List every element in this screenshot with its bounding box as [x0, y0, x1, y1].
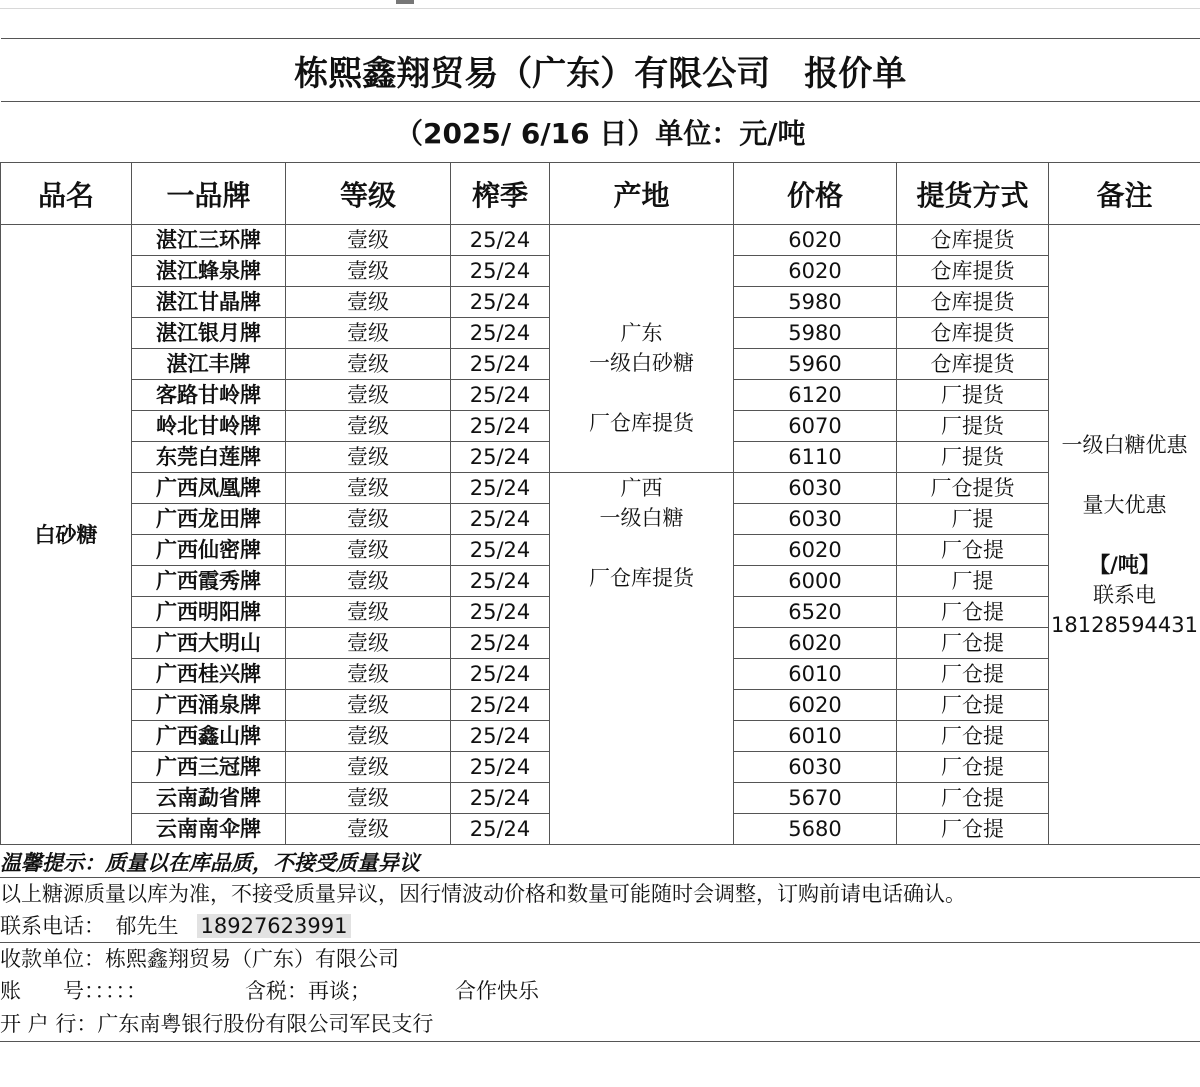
grade-cell: 壹级 [286, 473, 451, 504]
pickup-cell: 厂提货 [897, 411, 1049, 442]
season-cell: 25/24 [451, 442, 550, 473]
season-cell: 25/24 [451, 287, 550, 318]
price-cell: 6020 [734, 628, 897, 659]
grade-cell: 壹级 [286, 752, 451, 783]
pickup-cell: 厂仓提 [897, 783, 1049, 814]
table-row [1, 225, 1200, 256]
footer [0, 849, 1200, 1042]
grade-cell: 壹级 [286, 597, 451, 628]
pickup-cell: 厂提 [897, 504, 1049, 535]
season-cell: 25/24 [451, 814, 550, 845]
price-cell: 6020 [734, 256, 897, 287]
season-cell: 25/24 [451, 473, 550, 504]
price-cell: 5980 [734, 318, 897, 349]
contact-phone: 18927623991 [197, 914, 352, 938]
price-cell: 6020 [734, 535, 897, 566]
notes-line1: 一级白糖优惠 [1061, 432, 1188, 457]
pickup-cell: 厂仓提货 [897, 473, 1049, 504]
bank-line: 开 户 行：广东南粤银行股份有限公司军民支行 [0, 1007, 1200, 1042]
brand-cell: 广西霞秀牌 [132, 566, 286, 597]
price-cell: 6520 [734, 597, 897, 628]
notes-line5: 18128594431 [1051, 612, 1198, 637]
notes-line3: 【/吨】 [1089, 552, 1160, 577]
grade-cell: 壹级 [286, 225, 451, 256]
season-cell: 25/24 [451, 318, 550, 349]
table-row [1, 473, 1200, 504]
price-cell: 6110 [734, 442, 897, 473]
quote-sheet [0, 38, 1200, 845]
season-cell: 25/24 [451, 535, 550, 566]
brand-cell: 云南勐省牌 [132, 783, 286, 814]
top-mark [396, 0, 414, 4]
tax-text: 含税：再谈； [245, 979, 371, 1003]
grade-cell: 壹级 [286, 504, 451, 535]
grade-cell: 壹级 [286, 783, 451, 814]
price-cell: 6030 [734, 752, 897, 783]
brand-cell: 广西桂兴牌 [132, 659, 286, 690]
season-cell: 25/24 [451, 504, 550, 535]
table-header [1, 163, 1200, 225]
price-cell: 6010 [734, 659, 897, 690]
brand-cell: 湛江银月牌 [132, 318, 286, 349]
origin-gd-line3: 厂仓库提货 [589, 410, 694, 435]
product-name: 白砂糖 [1, 225, 132, 845]
price-cell: 6120 [734, 380, 897, 411]
price-cell: 6030 [734, 504, 897, 535]
season-cell: 25/24 [451, 690, 550, 721]
season-cell: 25/24 [451, 783, 550, 814]
season-cell: 25/24 [451, 566, 550, 597]
origin-guangdong [550, 225, 734, 473]
brand-cell: 广西三冠牌 [132, 752, 286, 783]
grade-cell: 壹级 [286, 659, 451, 690]
season-cell: 25/24 [451, 721, 550, 752]
brand-cell: 广西明阳牌 [132, 597, 286, 628]
notes-line4: 联系电 [1093, 582, 1156, 607]
origin-gx-line3: 厂仓库提货 [589, 566, 694, 590]
grade-cell: 壹级 [286, 256, 451, 287]
price-cell: 5960 [734, 349, 897, 380]
header-brand: 一品牌 [132, 163, 286, 225]
pickup-cell: 仓库提货 [897, 225, 1049, 256]
pickup-cell: 厂仓提 [897, 659, 1049, 690]
price-cell: 6010 [734, 721, 897, 752]
document-title: 栋熙鑫翔贸易（广东）有限公司 报价单 [1, 39, 1200, 102]
grade-cell: 壹级 [286, 566, 451, 597]
price-cell: 6030 [734, 473, 897, 504]
grade-cell: 壹级 [286, 442, 451, 473]
header-season: 榨季 [451, 163, 550, 225]
price-cell: 5980 [734, 287, 897, 318]
contact-line [0, 910, 1200, 943]
disclaimer-text: 以上糖源质量以库为准，不接受质量异议，因行情波动价格和数量可能随时会调整，订购前请电话确认。 [0, 882, 966, 906]
document-subtitle: （2025/ 6/16 日）单位：元/吨 [1, 102, 1200, 163]
pickup-cell: 厂仓提 [897, 752, 1049, 783]
contact-label: 联系电话： 郁先生 [0, 914, 179, 938]
brand-cell: 云南南伞牌 [132, 814, 286, 845]
brand-cell: 岭北甘岭牌 [132, 411, 286, 442]
notes-line2: 量大优惠 [1082, 492, 1167, 517]
origin-guangxi [550, 473, 734, 845]
season-cell: 25/24 [451, 380, 550, 411]
brand-cell: 湛江三环牌 [132, 225, 286, 256]
pickup-cell: 仓库提货 [897, 256, 1049, 287]
greeting-text: 合作快乐 [455, 979, 539, 1003]
price-cell: 6000 [734, 566, 897, 597]
brand-cell: 湛江蜂泉牌 [132, 256, 286, 287]
notes-cell [1049, 225, 1200, 845]
season-cell: 25/24 [451, 349, 550, 380]
brand-cell: 广西仙密牌 [132, 535, 286, 566]
price-cell: 6020 [734, 690, 897, 721]
origin-gd-line2: 一级白砂糖 [589, 350, 694, 375]
grade-cell: 壹级 [286, 318, 451, 349]
season-cell: 25/24 [451, 628, 550, 659]
season-cell: 25/24 [451, 256, 550, 287]
price-cell: 6020 [734, 225, 897, 256]
pickup-cell: 仓库提货 [897, 349, 1049, 380]
account-line [0, 975, 1200, 1007]
grade-cell: 壹级 [286, 814, 451, 845]
price-cell: 5670 [734, 783, 897, 814]
pickup-cell: 厂提货 [897, 442, 1049, 473]
brand-cell: 客路甘岭牌 [132, 380, 286, 411]
grade-cell: 壹级 [286, 721, 451, 752]
origin-gx-line2: 一级白糖 [599, 506, 684, 530]
warning-text: 温馨提示：质量以在库品质，不接受质量异议 [0, 849, 1200, 878]
quote-table [0, 38, 1200, 845]
grade-cell: 壹级 [286, 411, 451, 442]
grade-cell: 壹级 [286, 535, 451, 566]
pickup-cell: 厂仓提 [897, 690, 1049, 721]
header-pickup: 提货方式 [897, 163, 1049, 225]
pickup-cell: 厂仓提 [897, 628, 1049, 659]
price-cell: 5680 [734, 814, 897, 845]
grade-cell: 壹级 [286, 690, 451, 721]
pickup-cell: 厂仓提 [897, 535, 1049, 566]
brand-cell: 广西大明山 [132, 628, 286, 659]
grade-cell: 壹级 [286, 349, 451, 380]
origin-gx-line1: 广西 [620, 476, 663, 500]
grade-cell: 壹级 [286, 287, 451, 318]
pickup-cell: 厂提货 [897, 380, 1049, 411]
season-cell: 25/24 [451, 752, 550, 783]
brand-cell: 广西凤凰牌 [132, 473, 286, 504]
brand-cell: 东莞白莲牌 [132, 442, 286, 473]
header-grade: 等级 [286, 163, 451, 225]
header-notes: 备注 [1049, 163, 1200, 225]
pickup-cell: 仓库提货 [897, 318, 1049, 349]
price-cell: 6070 [734, 411, 897, 442]
pickup-cell: 厂提 [897, 566, 1049, 597]
grade-cell: 壹级 [286, 628, 451, 659]
brand-cell: 广西龙田牌 [132, 504, 286, 535]
brand-cell: 湛江甘晶牌 [132, 287, 286, 318]
payee-line: 收款单位：栋熙鑫翔贸易（广东）有限公司 [0, 947, 399, 971]
header-product: 品名 [1, 163, 132, 225]
origin-gd-line1: 广东 [620, 320, 663, 345]
brand-cell: 广西涌泉牌 [132, 690, 286, 721]
season-cell: 25/24 [451, 225, 550, 256]
account-label: 账 号：：：：： [0, 979, 147, 1003]
header-origin: 产地 [550, 163, 734, 225]
pickup-cell: 厂仓提 [897, 721, 1049, 752]
pickup-cell: 仓库提货 [897, 287, 1049, 318]
pickup-cell: 厂仓提 [897, 814, 1049, 845]
header-price: 价格 [734, 163, 897, 225]
season-cell: 25/24 [451, 659, 550, 690]
brand-cell: 广西鑫山牌 [132, 721, 286, 752]
grade-cell: 壹级 [286, 380, 451, 411]
brand-cell: 湛江丰牌 [132, 349, 286, 380]
season-cell: 25/24 [451, 411, 550, 442]
season-cell: 25/24 [451, 597, 550, 628]
pickup-cell: 厂仓提 [897, 597, 1049, 628]
top-divider [0, 8, 1200, 9]
